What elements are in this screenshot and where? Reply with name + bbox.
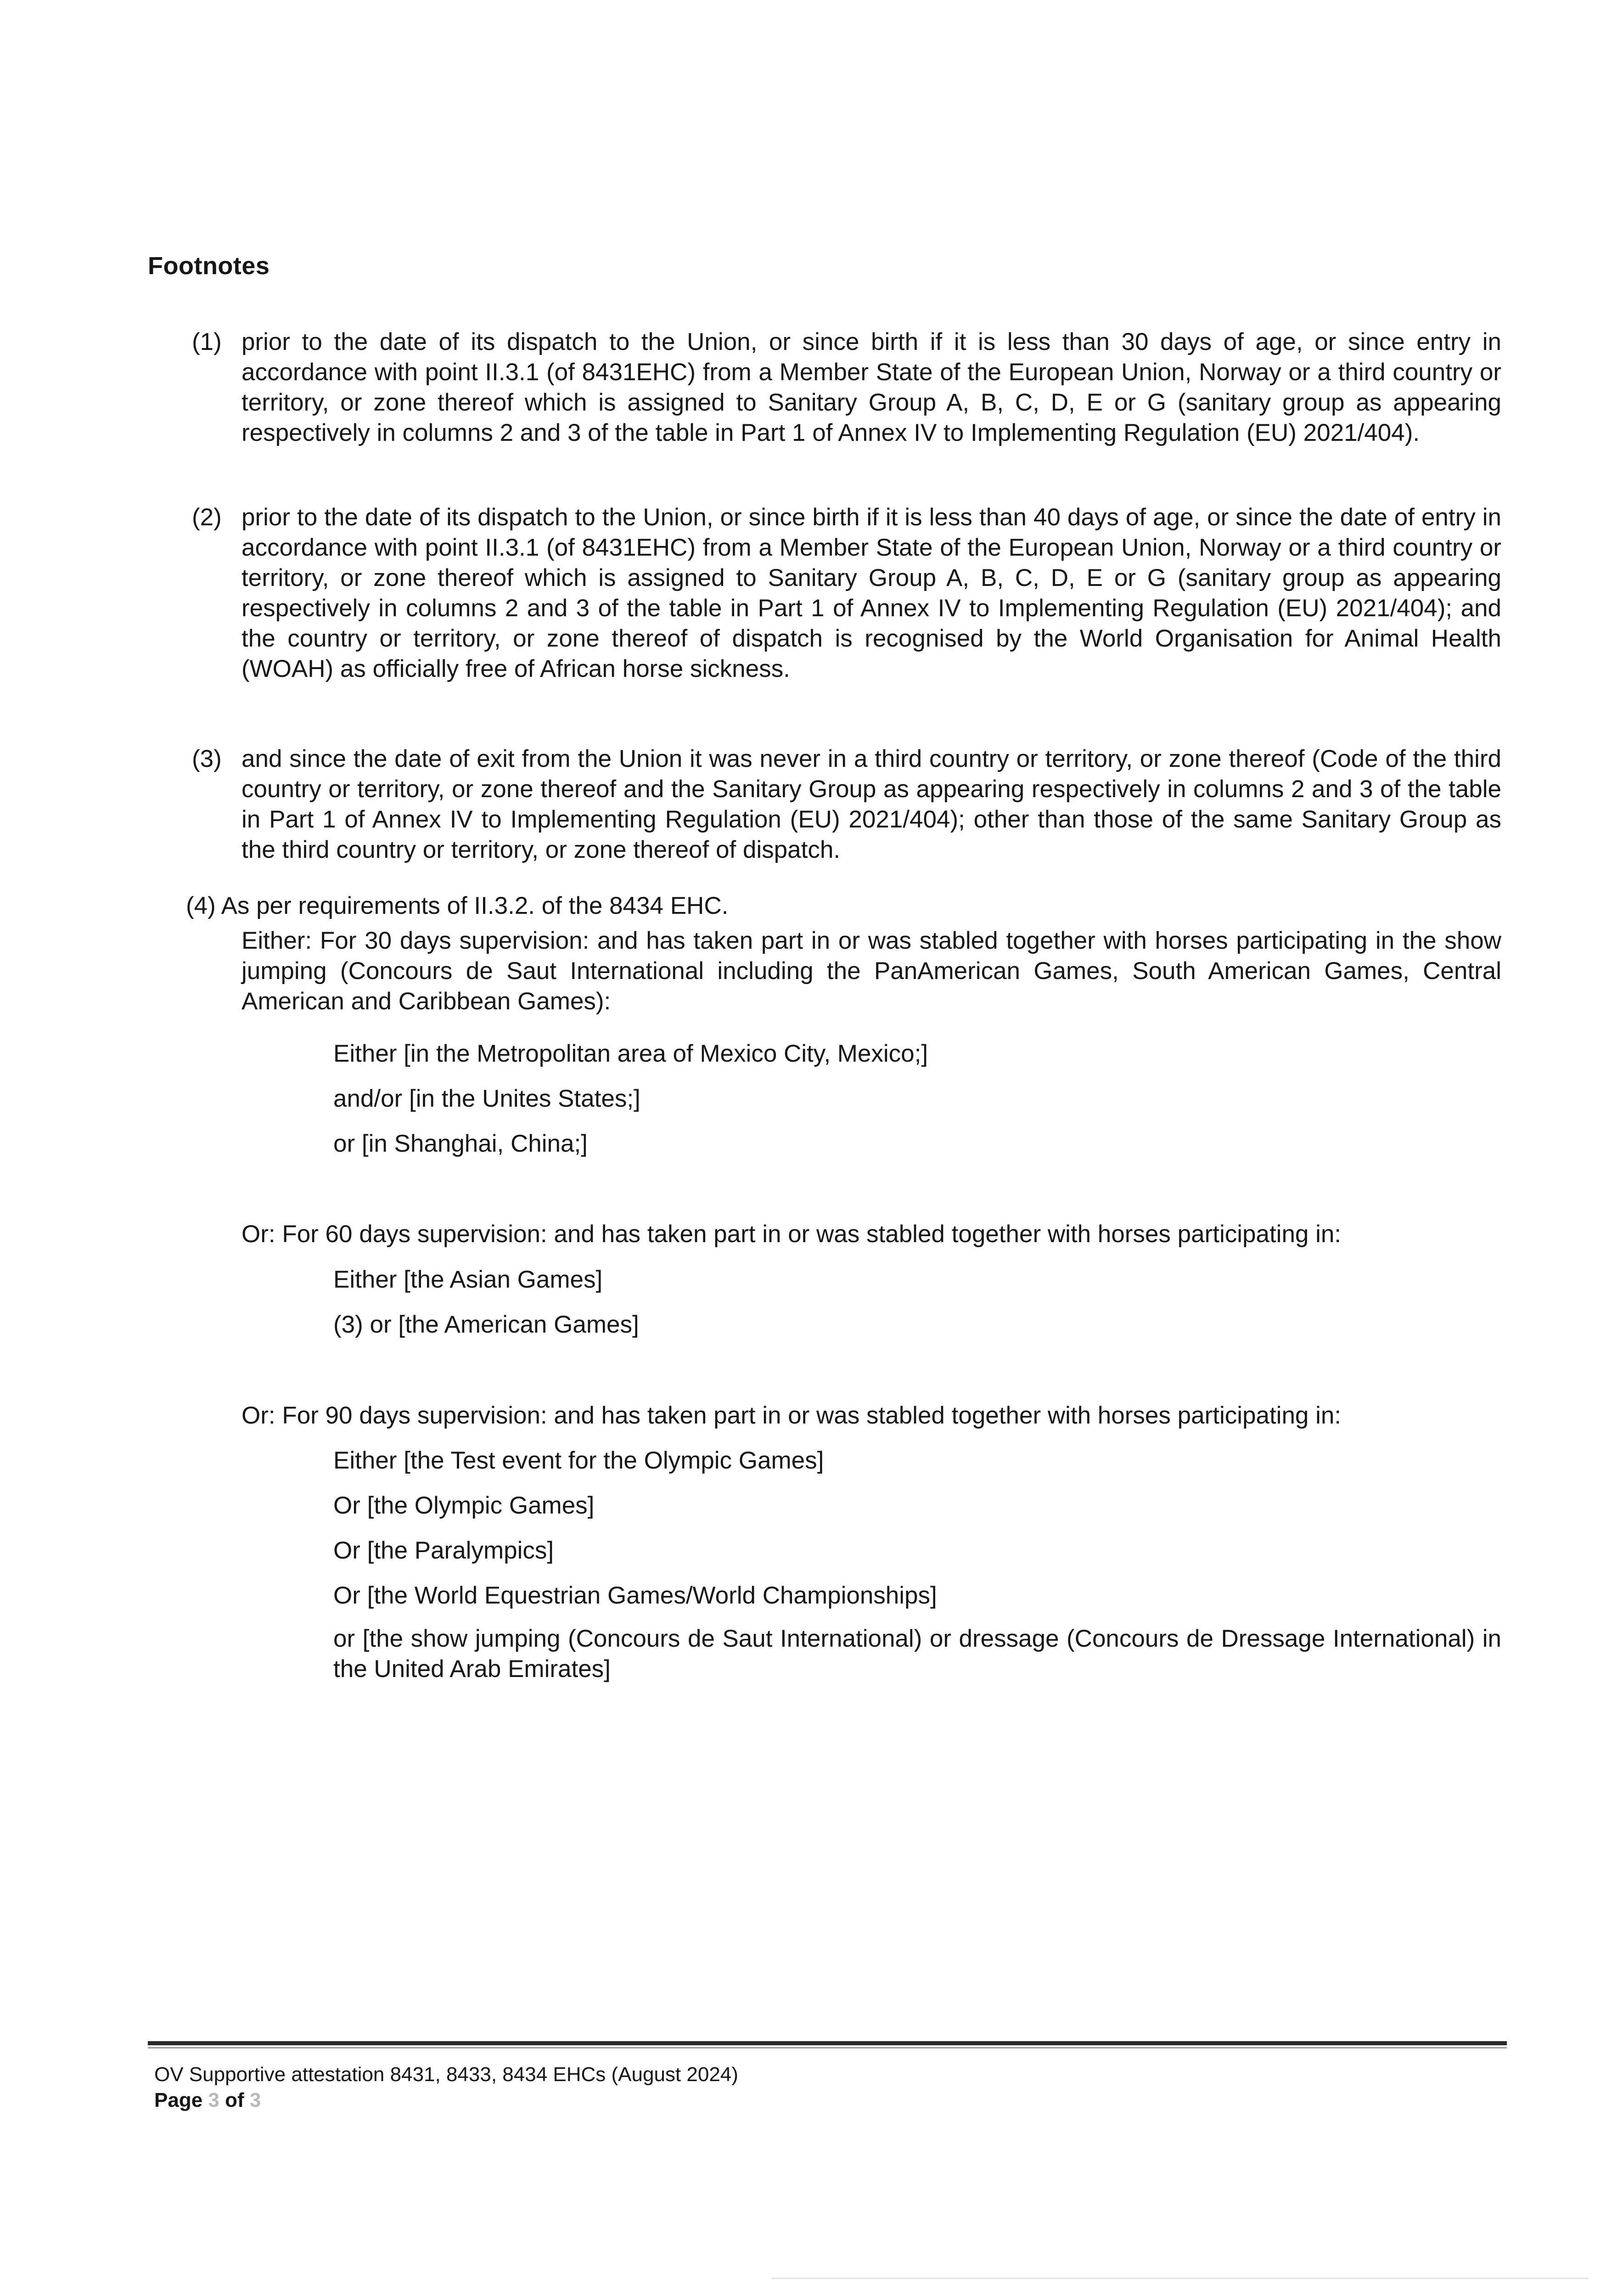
footnote-text: prior to the date of its dispatch to the Union, or since birth if it is less than 40 days of age, or since the date of entry in accordance with point II.3.1 (of 8431EHC) from a Member State of the European Union, Norway or a third country or territory, or zone thereof which is assigned to Sanitary Group A, B, C, D, E or G (sanitary group as appearing respectively in columns 2 and 3 of the table in Part 1 of Annex IV to Implementing Regulation (EU) 2021/404); and the country or territory, or zone thereof of dispatch is recognised by the World Organisation for Animal Health (WOAH) as officially free of African horse sickness. <box>241 504 1501 682</box>
option-line: Or [the Paralympics] <box>333 1537 554 1564</box>
supervision-60-days-intro: Or: For 60 days supervision: and has taken part in or was stabled together with horses participating in: <box>241 1221 1342 1248</box>
option-line: (3) or [the American Games] <box>333 1311 639 1338</box>
page-total: 3 <box>249 2089 261 2111</box>
option-line: Or [the Olympic Games] <box>333 1492 595 1519</box>
footnote-number: (1) <box>192 328 222 355</box>
footnote-text: and since the date of exit from the Union it was never in a third country or territory, or zone thereof (Code of the third country or territory, or zone thereof and the Sanitary Group as appearing respectively in columns 2 and 3 of the table in Part 1 of Annex IV to Implementing Regulation (EU) 2021/404); other than those of the same Sanitary Group as the third country or territory, or zone thereof of dispatch. <box>241 745 1501 863</box>
option-line: Either [the Test event for the Olympic Games] <box>333 1447 824 1474</box>
option-line: or [the show jumping (Concours de Saut International) or dressage (Concours de Dressage International) in the United Arab Emirates] <box>333 1625 1501 1683</box>
option-line: or [in Shanghai, China;] <box>333 1130 588 1157</box>
page-of-label: of <box>225 2089 244 2111</box>
footnote-3 <box>193 744 1501 865</box>
option-line: and/or [in the Unites States;] <box>333 1085 640 1112</box>
option-line: Either [in the Metropolitan area of Mexico City, Mexico;] <box>333 1040 928 1067</box>
footnote-number: (3) <box>192 745 222 772</box>
option-line: Or [the World Equestrian Games/World Championships] <box>333 1582 937 1609</box>
footnote-4: (4) As per requirements of II.3.2. of the 8434 EHC. <box>186 892 729 919</box>
footnote-2 <box>193 502 1501 684</box>
supervision-30-days-intro: Either: For 30 days supervision: and has taken part in or was stabled together with horses participating in the show jumping (Concours de Saut International including the PanAmerican Games, South American Games, Central American and Caribbean Games): <box>241 927 1501 1015</box>
footnote-1 <box>193 327 1501 448</box>
footnote-text: prior to the date of its dispatch to the Union, or since birth if it is less than 30 days of age, or since entry in accordance with point II.3.1 (of 8431EHC) from a Member State of the European Union, Norway or a third country or territory, or zone thereof which is assigned to Sanitary Group A, B, C, D, E or G (sanitary group as appearing respectively in columns 2 and 3 of the table in Part 1 of Annex IV to Implementing Regulation (EU) 2021/404). <box>241 328 1501 446</box>
supervision-90-days-intro: Or: For 90 days supervision: and has taken part in or was stabled together with horses participating in: <box>241 1402 1342 1429</box>
scan-artifact-line <box>771 2278 1589 2279</box>
page-label: Page <box>154 2089 203 2111</box>
footer-divider-shadow <box>148 2047 1507 2048</box>
footer-document-title: OV Supportive attestation 8431, 8433, 8434 EHCs (August 2024) <box>154 2063 738 2086</box>
footer-divider <box>148 2041 1507 2045</box>
page-current: 3 <box>208 2089 219 2111</box>
option-line: Either [the Asian Games] <box>333 1266 603 1293</box>
footnote-number: (2) <box>192 504 222 531</box>
footer-page-number <box>154 2088 261 2113</box>
footnotes-heading: Footnotes <box>148 252 270 280</box>
